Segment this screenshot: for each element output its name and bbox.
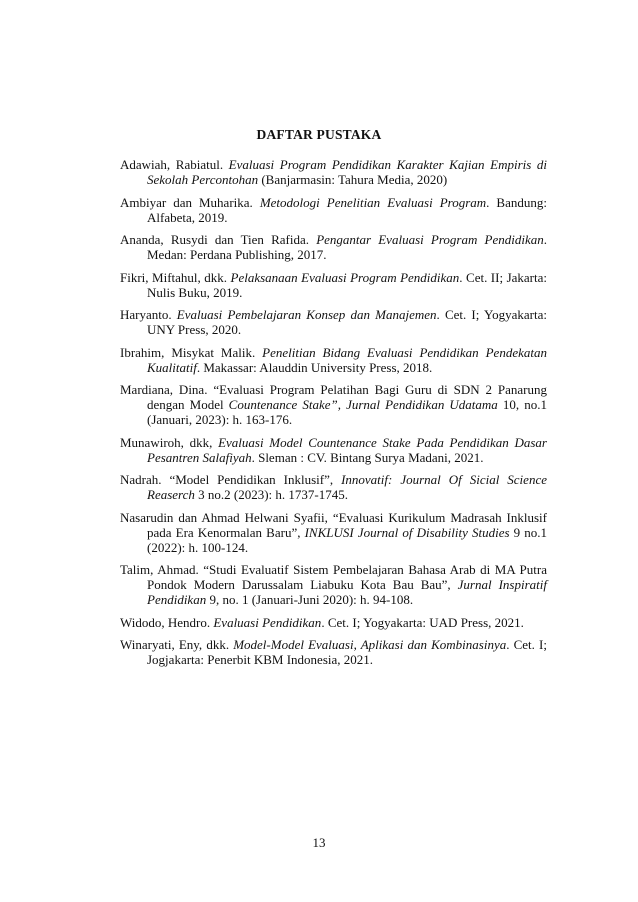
reference-text: Adawiah, Rabiatul. bbox=[120, 157, 229, 172]
reference-entry bbox=[120, 435, 547, 465]
reference-text: . Cet. I; Yogyakarta: UNY Press, 2020. bbox=[147, 307, 547, 337]
reference-text: Ananda, Rusydi dan Tien Rafida. bbox=[120, 232, 317, 247]
reference-entry bbox=[120, 382, 547, 427]
reference-title: Jurnal Inspiratif Pendidikan bbox=[147, 577, 547, 607]
reference-text: Talim, Ahmad. “Studi Evaluatif Sistem Pembelajaran Bahasa Arab di MA Putra Pondok Modern Darussalam Liabuku Kota Bau Bau”, bbox=[120, 562, 547, 592]
reference-text: Munawiroh, dkk, bbox=[120, 434, 219, 450]
reference-text: Fikri, Miftahul, dkk. bbox=[120, 269, 231, 285]
reference-text: 9, no. 1 (Januari-Juni 2020): h. 94-108. bbox=[206, 592, 414, 607]
reference-entry bbox=[120, 270, 547, 300]
reference-title: Evaluasi Program Pendidikan Karakter Kajian Empiris di Sekolah Percontohan bbox=[147, 157, 548, 187]
reference-text: . Sleman : CV. Bintang Surya Madani, 2021. bbox=[251, 449, 484, 465]
reference-text: Haryanto. bbox=[120, 307, 177, 322]
reference-text: Nadrah. “Model Pendidikan Inklusif”, bbox=[120, 472, 342, 487]
reference-entry bbox=[120, 157, 547, 187]
reference-title: Countenance Stake”, Jurnal Pendidikan Udatama bbox=[228, 397, 498, 412]
reference-text: . Makassar: Alauddin University Press, 2018. bbox=[196, 359, 433, 375]
reference-entry bbox=[120, 472, 547, 502]
reference-entry bbox=[120, 562, 547, 607]
reference-text: . Bandung: Alfabeta, 2019. bbox=[147, 194, 547, 225]
page-title: DAFTAR PUSTAKA bbox=[256, 127, 382, 142]
reference-text: Ambiyar dan Muharika. bbox=[120, 194, 260, 210]
reference-entry bbox=[120, 307, 547, 337]
reference-title: Evaluasi Model Countenance Stake Pada Pendidikan Dasar Pesantren Salafiyah bbox=[147, 434, 547, 465]
reference-entry bbox=[120, 345, 547, 375]
reference-entry bbox=[120, 510, 547, 555]
reference-entry bbox=[120, 232, 547, 262]
reference-title: Model-Model Evaluasi, Aplikasi dan Kombinasinya bbox=[233, 637, 507, 652]
reference-text: Nasarudin dan Ahmad Helwani Syafii, “Evaluasi Kurikulum Madrasah Inklusif pada Era Kenormalan Baru”, bbox=[120, 509, 547, 540]
reference-text: . Cet. II; Jakarta: Nulis Buku, 2019. bbox=[147, 269, 547, 300]
reference-text: . Cet. I; Yogyakarta: UAD Press, 2021. bbox=[321, 614, 524, 630]
reference-title: Penelitian Bidang Evaluasi Pendidikan Pendekatan Kualitatif bbox=[147, 344, 547, 375]
reference-title: Pengantar Evaluasi Program Pendidikan bbox=[316, 232, 544, 247]
reference-text: 3 no.2 (2023): h. 1737-1745. bbox=[194, 487, 348, 502]
reference-title: Evaluasi Pendidikan bbox=[213, 614, 322, 630]
reference-text: 10, no.1 (Januari, 2023): h. 163-176. bbox=[147, 397, 547, 427]
reference-text: Mardiana, Dina. “Evaluasi Program Pelatihan Bagi Guru di SDN 2 Panarung dengan Model bbox=[120, 382, 547, 412]
reference-text: Ibrahim, Misykat Malik. bbox=[120, 344, 263, 360]
reference-text: Widodo, Hendro. bbox=[120, 614, 214, 630]
reference-entry bbox=[120, 637, 547, 667]
reference-title: Evaluasi Pembelajaran Konsep dan Manajemen bbox=[176, 307, 437, 322]
reference-entry bbox=[120, 195, 547, 225]
reference-text: 9 no.1 (2022): h. 100-124. bbox=[147, 524, 548, 555]
reference-title: Pelaksanaan Evaluasi Program Pendidikan bbox=[230, 269, 460, 285]
reference-title: Innovatif: Journal Of Sicial Science Reaserch bbox=[147, 472, 547, 502]
reference-list bbox=[120, 157, 547, 675]
reference-title: Metodologi Penelitian Evaluasi Program bbox=[259, 194, 487, 210]
reference-text: (Banjarmasin: Tahura Media, 2020) bbox=[258, 172, 448, 187]
reference-text: . Medan: Perdana Publishing, 2017. bbox=[147, 232, 547, 262]
page-number: 13 bbox=[312, 835, 326, 850]
reference-entry bbox=[120, 615, 547, 630]
reference-text: . Cet. I; Jogjakarta: Penerbit KBM Indonesia, 2021. bbox=[147, 637, 547, 667]
reference-title: INKLUSI Journal of Disability Studies bbox=[304, 524, 510, 540]
reference-text: Winaryati, Eny, dkk. bbox=[120, 637, 234, 652]
